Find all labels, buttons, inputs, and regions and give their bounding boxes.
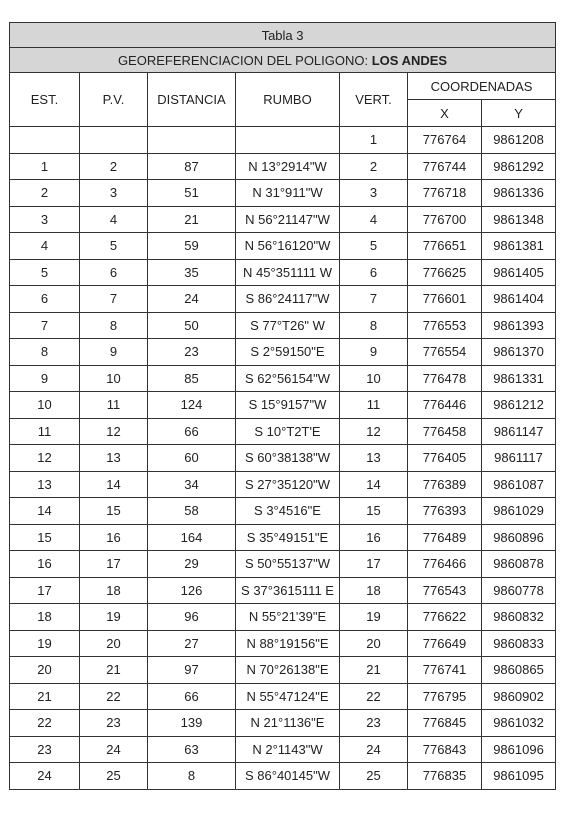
cell-rumbo: S 15°9157"W — [236, 392, 340, 419]
cell-est — [10, 127, 80, 154]
header-y: Y — [482, 100, 556, 127]
cell-distancia: 164 — [148, 524, 236, 551]
table-subtitle — [10, 48, 556, 73]
cell-pv: 4 — [80, 206, 148, 233]
table-row — [10, 286, 556, 313]
cell-x: 776741 — [408, 657, 482, 684]
cell-y: 9861405 — [482, 259, 556, 286]
cell-vert: 24 — [340, 736, 408, 763]
cell-rumbo: N 70°26138"E — [236, 657, 340, 684]
cell-rumbo: N 55°47124"E — [236, 683, 340, 710]
cell-x: 776393 — [408, 498, 482, 525]
cell-x: 776845 — [408, 710, 482, 737]
cell-pv: 18 — [80, 577, 148, 604]
cell-pv: 6 — [80, 259, 148, 286]
cell-rumbo: N 13°2914"W — [236, 153, 340, 180]
cell-rumbo: S 86°40145"W — [236, 763, 340, 790]
cell-vert: 22 — [340, 683, 408, 710]
cell-rumbo: S 35°49151"E — [236, 524, 340, 551]
cell-y: 9861331 — [482, 365, 556, 392]
cell-y: 9860896 — [482, 524, 556, 551]
cell-x: 776554 — [408, 339, 482, 366]
cell-vert: 11 — [340, 392, 408, 419]
cell-distancia: 124 — [148, 392, 236, 419]
table-row — [10, 339, 556, 366]
table-row — [10, 233, 556, 260]
cell-y: 9861087 — [482, 471, 556, 498]
cell-x: 776700 — [408, 206, 482, 233]
cell-y: 9861348 — [482, 206, 556, 233]
cell-distancia: 60 — [148, 445, 236, 472]
cell-vert: 4 — [340, 206, 408, 233]
cell-pv: 22 — [80, 683, 148, 710]
header-pv: P.V. — [80, 73, 148, 127]
cell-est: 6 — [10, 286, 80, 313]
cell-x: 776649 — [408, 630, 482, 657]
cell-est: 17 — [10, 577, 80, 604]
cell-est: 5 — [10, 259, 80, 286]
table-row — [10, 445, 556, 472]
cell-est: 7 — [10, 312, 80, 339]
cell-est: 10 — [10, 392, 80, 419]
cell-est: 12 — [10, 445, 80, 472]
cell-est: 1 — [10, 153, 80, 180]
table-row — [10, 206, 556, 233]
cell-distancia: 97 — [148, 657, 236, 684]
cell-distancia: 126 — [148, 577, 236, 604]
cell-rumbo: S 27°35120"W — [236, 471, 340, 498]
cell-rumbo: S 86°24117"W — [236, 286, 340, 313]
cell-x: 776489 — [408, 524, 482, 551]
cell-est: 21 — [10, 683, 80, 710]
cell-y: 9860878 — [482, 551, 556, 578]
cell-pv: 9 — [80, 339, 148, 366]
cell-pv: 7 — [80, 286, 148, 313]
cell-rumbo: S 2°59150"E — [236, 339, 340, 366]
cell-pv: 5 — [80, 233, 148, 260]
cell-pv: 17 — [80, 551, 148, 578]
cell-pv: 23 — [80, 710, 148, 737]
cell-distancia: 21 — [148, 206, 236, 233]
cell-distancia: 66 — [148, 683, 236, 710]
cell-distancia — [148, 127, 236, 154]
cell-rumbo: N 56°21147"W — [236, 206, 340, 233]
cell-rumbo — [236, 127, 340, 154]
cell-pv: 3 — [80, 180, 148, 207]
cell-est: 2 — [10, 180, 80, 207]
cell-y: 9860865 — [482, 657, 556, 684]
cell-x: 776622 — [408, 604, 482, 631]
cell-y: 9861032 — [482, 710, 556, 737]
cell-y: 9860778 — [482, 577, 556, 604]
cell-y: 9861147 — [482, 418, 556, 445]
cell-pv: 19 — [80, 604, 148, 631]
cell-pv: 16 — [80, 524, 148, 551]
cell-vert: 6 — [340, 259, 408, 286]
cell-rumbo: S 3°4516"E — [236, 498, 340, 525]
cell-x: 776843 — [408, 736, 482, 763]
cell-pv: 20 — [80, 630, 148, 657]
cell-pv — [80, 127, 148, 154]
header-coordenadas: COORDENADAS — [408, 73, 556, 100]
cell-y: 9860833 — [482, 630, 556, 657]
table-row — [10, 365, 556, 392]
cell-vert: 7 — [340, 286, 408, 313]
cell-distancia: 8 — [148, 763, 236, 790]
cell-y: 9861336 — [482, 180, 556, 207]
cell-rumbo: N 55°21'39"E — [236, 604, 340, 631]
cell-x: 776553 — [408, 312, 482, 339]
cell-x: 776764 — [408, 127, 482, 154]
cell-distancia: 34 — [148, 471, 236, 498]
cell-vert: 12 — [340, 418, 408, 445]
table-row — [10, 657, 556, 684]
cell-est: 18 — [10, 604, 80, 631]
cell-est: 23 — [10, 736, 80, 763]
cell-y: 9861393 — [482, 312, 556, 339]
cell-distancia: 87 — [148, 153, 236, 180]
cell-est: 3 — [10, 206, 80, 233]
cell-pv: 21 — [80, 657, 148, 684]
cell-distancia: 27 — [148, 630, 236, 657]
cell-pv: 11 — [80, 392, 148, 419]
table-row — [10, 577, 556, 604]
cell-est: 14 — [10, 498, 80, 525]
cell-rumbo: S 10°T2T'E — [236, 418, 340, 445]
cell-vert: 10 — [340, 365, 408, 392]
cell-rumbo: N 2°1143"W — [236, 736, 340, 763]
cell-est: 9 — [10, 365, 80, 392]
cell-x: 776835 — [408, 763, 482, 790]
header-distancia: DISTANCIA — [148, 73, 236, 127]
cell-vert: 2 — [340, 153, 408, 180]
cell-vert: 5 — [340, 233, 408, 260]
cell-x: 776651 — [408, 233, 482, 260]
table-row — [10, 180, 556, 207]
cell-rumbo: N 88°19156"E — [236, 630, 340, 657]
cell-distancia: 29 — [148, 551, 236, 578]
cell-x: 776625 — [408, 259, 482, 286]
cell-rumbo: N 21°1136"E — [236, 710, 340, 737]
cell-vert: 14 — [340, 471, 408, 498]
cell-distancia: 96 — [148, 604, 236, 631]
table-body — [10, 127, 556, 790]
cell-y: 9861212 — [482, 392, 556, 419]
cell-vert: 21 — [340, 657, 408, 684]
cell-distancia: 24 — [148, 286, 236, 313]
cell-est: 13 — [10, 471, 80, 498]
cell-vert: 25 — [340, 763, 408, 790]
table-row — [10, 524, 556, 551]
table-row — [10, 710, 556, 737]
cell-est: 4 — [10, 233, 80, 260]
cell-y: 9861096 — [482, 736, 556, 763]
cell-distancia: 63 — [148, 736, 236, 763]
cell-x: 776466 — [408, 551, 482, 578]
table-row — [10, 683, 556, 710]
cell-y: 9861029 — [482, 498, 556, 525]
cell-rumbo: N 45°351111 W — [236, 259, 340, 286]
subtitle-prefix: GEOREFERENCIACION DEL POLIGONO: — [117, 52, 372, 68]
cell-y: 9861370 — [482, 339, 556, 366]
cell-vert: 9 — [340, 339, 408, 366]
cell-vert: 19 — [340, 604, 408, 631]
cell-x: 776795 — [408, 683, 482, 710]
cell-x: 776718 — [408, 180, 482, 207]
table-row — [10, 736, 556, 763]
cell-y: 9860832 — [482, 604, 556, 631]
cell-vert: 16 — [340, 524, 408, 551]
cell-vert: 17 — [340, 551, 408, 578]
cell-vert: 13 — [340, 445, 408, 472]
table-row — [10, 630, 556, 657]
cell-y: 9861404 — [482, 286, 556, 313]
table-row — [10, 127, 556, 154]
cell-x: 776405 — [408, 445, 482, 472]
cell-distancia: 139 — [148, 710, 236, 737]
cell-vert: 15 — [340, 498, 408, 525]
cell-x: 776744 — [408, 153, 482, 180]
cell-x: 776601 — [408, 286, 482, 313]
cell-rumbo: S 60°38138"W — [236, 445, 340, 472]
georeferencing-table — [9, 22, 556, 790]
cell-distancia: 23 — [148, 339, 236, 366]
table-row — [10, 551, 556, 578]
cell-pv: 25 — [80, 763, 148, 790]
cell-y: 9861208 — [482, 127, 556, 154]
cell-distancia: 35 — [148, 259, 236, 286]
cell-y: 9860902 — [482, 683, 556, 710]
georeferencing-table-container — [9, 22, 555, 790]
cell-vert: 18 — [340, 577, 408, 604]
table-row — [10, 418, 556, 445]
cell-vert: 1 — [340, 127, 408, 154]
cell-pv: 14 — [80, 471, 148, 498]
table-row — [10, 392, 556, 419]
header-rumbo: RUMBO — [236, 73, 340, 127]
table-row — [10, 259, 556, 286]
cell-distancia: 66 — [148, 418, 236, 445]
table-title: Tabla 3 — [10, 23, 556, 48]
cell-rumbo: N 56°16120"W — [236, 233, 340, 260]
table-row — [10, 763, 556, 790]
cell-vert: 8 — [340, 312, 408, 339]
cell-y: 9861095 — [482, 763, 556, 790]
table-row — [10, 604, 556, 631]
cell-distancia: 59 — [148, 233, 236, 260]
cell-x: 776543 — [408, 577, 482, 604]
polygon-name: LOS ANDES — [371, 52, 448, 68]
cell-distancia: 51 — [148, 180, 236, 207]
cell-x: 776389 — [408, 471, 482, 498]
cell-pv: 12 — [80, 418, 148, 445]
cell-rumbo: S 62°56154"W — [236, 365, 340, 392]
cell-vert: 20 — [340, 630, 408, 657]
cell-rumbo: N 31°911"W — [236, 180, 340, 207]
cell-pv: 13 — [80, 445, 148, 472]
cell-est: 20 — [10, 657, 80, 684]
cell-est: 16 — [10, 551, 80, 578]
cell-est: 8 — [10, 339, 80, 366]
cell-est: 22 — [10, 710, 80, 737]
cell-x: 776478 — [408, 365, 482, 392]
cell-pv: 15 — [80, 498, 148, 525]
cell-y: 9861292 — [482, 153, 556, 180]
table-row — [10, 153, 556, 180]
cell-est: 11 — [10, 418, 80, 445]
cell-x: 776446 — [408, 392, 482, 419]
cell-rumbo: S 37°3615111 E — [236, 577, 340, 604]
cell-est: 15 — [10, 524, 80, 551]
cell-y: 9861381 — [482, 233, 556, 260]
cell-pv: 2 — [80, 153, 148, 180]
cell-pv: 8 — [80, 312, 148, 339]
header-vert: VERT. — [340, 73, 408, 127]
cell-est: 24 — [10, 763, 80, 790]
cell-y: 9861117 — [482, 445, 556, 472]
cell-distancia: 50 — [148, 312, 236, 339]
cell-pv: 10 — [80, 365, 148, 392]
cell-rumbo: S 77°T26" W — [236, 312, 340, 339]
cell-pv: 24 — [80, 736, 148, 763]
cell-rumbo: S 50°55137"W — [236, 551, 340, 578]
cell-distancia: 58 — [148, 498, 236, 525]
cell-x: 776458 — [408, 418, 482, 445]
table-row — [10, 498, 556, 525]
table-row — [10, 312, 556, 339]
cell-est: 19 — [10, 630, 80, 657]
table-row — [10, 471, 556, 498]
header-x: X — [408, 100, 482, 127]
cell-distancia: 85 — [148, 365, 236, 392]
cell-vert: 23 — [340, 710, 408, 737]
cell-vert: 3 — [340, 180, 408, 207]
header-est: EST. — [10, 73, 80, 127]
